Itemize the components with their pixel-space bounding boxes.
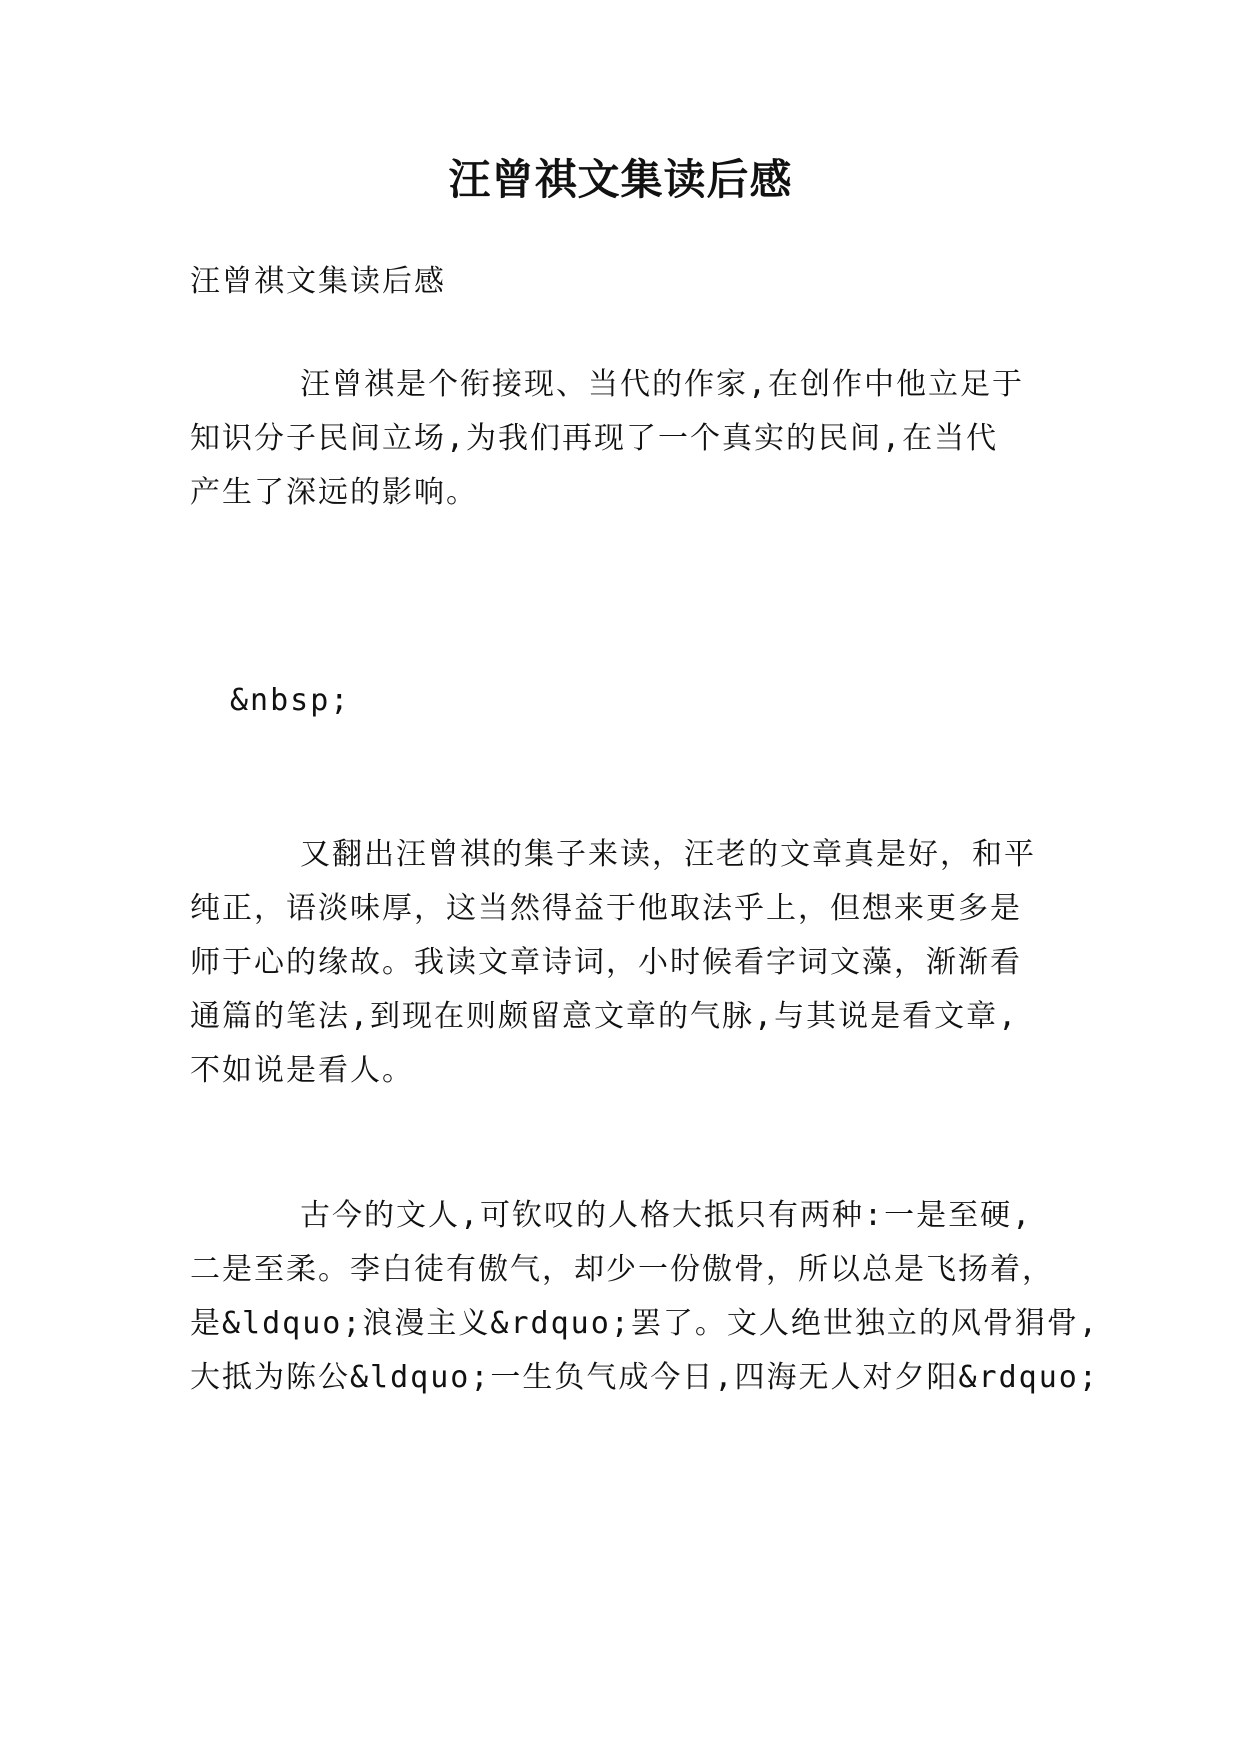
paragraph-1-line-2: 知识分子民间立场,为我们再现了一个真实的民间,在当代 [190,421,999,456]
paragraph-4-line-2: 二是至柔。李白徒有傲气，却少一份傲骨，所以总是飞扬着， [190,1252,1054,1287]
paragraph-3-line-2: 纯正，语淡味厚，这当然得益于他取法乎上，但想来更多是 [190,891,1022,926]
paragraph-4-line-3: 是&ldquo;浪漫主义&rdquo;罢了。文人绝世独立的风骨狷骨, [190,1306,1099,1341]
paragraph-4-line-4: 大抵为陈公&ldquo;一生负气成今日,四海无人对夕阳&rdquo; [190,1360,1099,1395]
paragraph-3-line-4: 通篇的笔法,到现在则颇留意文章的气脉,与其说是看文章, [190,999,1019,1034]
paragraph-1-line-1: 汪曾祺是个衔接现、当代的作家,在创作中他立足于 [300,367,1025,402]
paragraph-3-line-5: 不如说是看人。 [190,1053,414,1088]
paragraph-4-line-1: 古今的文人,可钦叹的人格大抵只有两种:一是至硬, [300,1198,1033,1233]
paragraph-3-line-3: 师于心的缘故。我读文章诗词，小时候看字词文藻，渐渐看 [190,945,1022,980]
document-subtitle: 汪曾祺文集读后感 [190,264,446,299]
paragraph-2-line-1: &nbsp; [230,683,351,718]
paragraph-3-line-1: 又翻出汪曾祺的集子来读，汪老的文章真是好，和平 [300,837,1036,872]
paragraph-1-line-3: 产生了深远的影响。 [190,475,478,510]
document-title: 汪曾祺文集读后感 [448,155,793,204]
